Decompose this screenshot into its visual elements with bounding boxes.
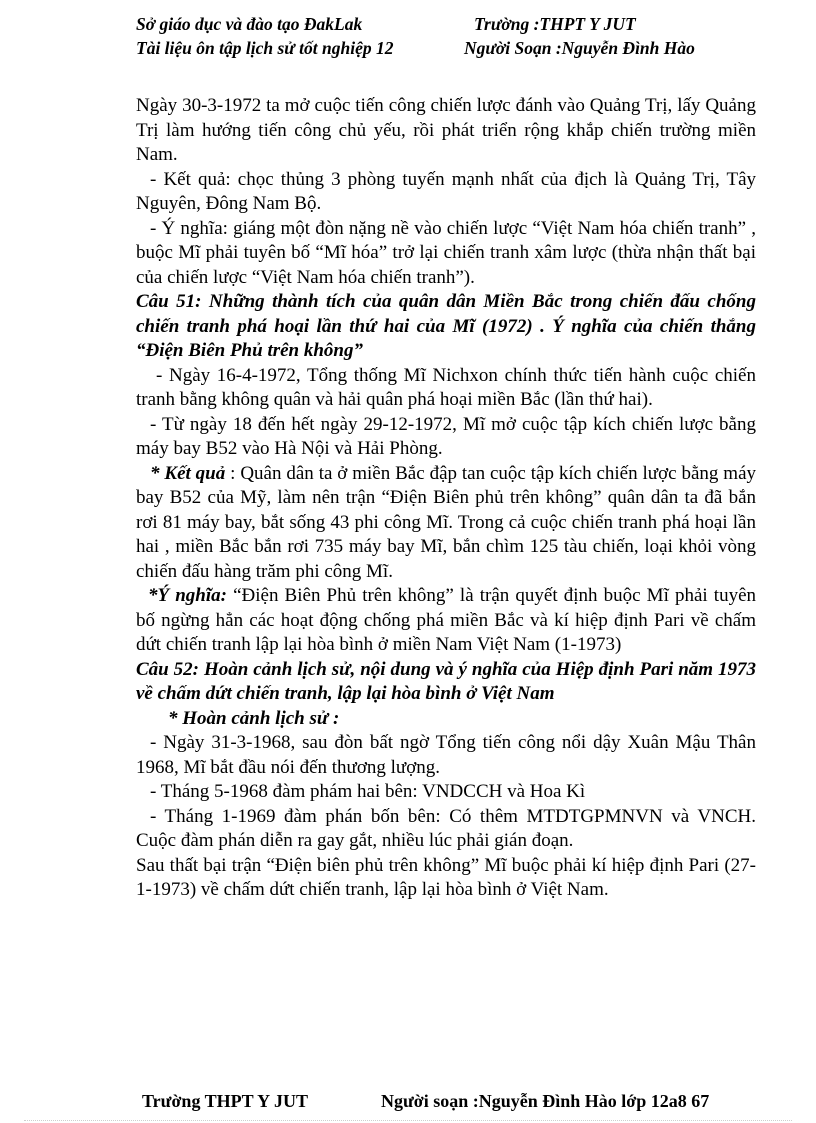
header-author: Người Soạn :Nguyễn Đình Hào [464,38,695,58]
paragraph-results-north [136,462,756,585]
header-document-title: Tài liệu ôn tập lịch sử tốt nghiệp 12 [136,38,394,58]
header-row-2 [136,36,776,60]
page-header [136,12,776,60]
question-52-heading: Câu 52: Hoàn cảnh lịch sử, nội dung và ý nghĩa của Hiệp định Pari năm 1973 về chấm dứt chiến tranh, lập lại hòa bình ở Việt Nam [136,658,756,704]
footer-divider [24,1120,792,1121]
header-row-1 [136,12,776,36]
question-51-heading: Câu 51: Những thành tích của quân dân Miền Bắc trong chiến đấu chống chiến tranh phá hoại lần thứ hai của Mĩ (1972) . Ý nghĩa của chiến thắng “Điện Biên Phủ trên không” [136,291,756,361]
paragraph-quang-tri-offensive: Ngày 30-3-1972 ta mở cuộc tiến công chiến lược đánh vào Quảng Trị, lấy Quảng Trị làm hướng tiến công chủ yếu, rồi phát triển rộng khắp chiến trường miền Nam. [136,95,756,165]
header-school: Trường :THPT Y JUT [474,14,636,34]
significance-label: *Ý nghĩa: [148,585,227,606]
results-label: * Kết quả [150,462,226,484]
document-body [136,94,756,903]
footer-school: Trường THPT Y JUT [142,1091,308,1111]
footer-author-page: Người soạn :Nguyễn Đình Hào lớp 12a8 67 [381,1091,710,1111]
page-footer [0,1091,816,1117]
paragraph-dien-bien-phu-significance [136,584,756,658]
paragraph-significance: - Ý nghĩa: giáng một đòn nặng nề vào chiến lược “Việt Nam hóa chiến tranh” , buộc Mĩ phải tuyên bố “Mĩ hóa” trở lại chiến tranh xâm lược (thừa nhận thất bại của chiến lược “Việt Nam hóa chiến tranh”). [136,217,756,288]
paragraph-result: - Kết quả: chọc thủng 3 phòng tuyến mạnh nhất của địch là Quảng Trị, Tây Nguyên, Đông Nam Bộ. [136,168,756,214]
results-text: : Quân dân ta ở miền Bắc đập tan cuộc tập kích chiến lược bằng máy bay B52 của Mỹ, làm nên trận “Điện Biên phủ trên không” quân dân ta đã bắn rơi 81 máy bay, bắt sống 43 phi công Mĩ. Trong cả cuộc chiến tranh phá hoại lần hai , miền Bắc bắn rơi 735 máy bay Mĩ, bắn chìm 125 tàu chiến, loại khỏi vòng chiến đấu hàng trăm phi công Mĩ. [136,462,757,582]
significance-text: “Điện Biên Phủ trên không” là trận quyết định buộc Mĩ phải tuyên bố ngừng hẳn các hoạt động chống phá miền Bắc và kí hiệp định Pari về chấm dứt chiến tranh lập lại hòa bình ở miền Nam Việt Nam (1-1973) [136,585,756,655]
paragraph-two-party-talks: - Tháng 5-1968 đàm phám hai bên: VNDCCH và Hoa Kì [150,781,586,802]
paragraph-paris-agreement: Sau thất bại trận “Điện biên phủ trên không” Mĩ buộc phải kí hiệp định Pari (27-1-1973) về chấm dứt chiến tranh, lập lại hòa bình ở Việt Nam. [136,854,756,900]
header-department: Sở giáo dục và đào tạo ĐakLak [136,14,363,34]
paragraph-b52-raid: - Từ ngày 18 đến hết ngày 29-12-1972, Mĩ mở cuộc tập kích chiến lược bằng máy bay B52 vào Hà Nội và Hải Phòng. [136,413,756,459]
subheading-historical-context: * Hoàn cảnh lịch sử : [168,707,340,729]
paragraph-nixon-war: - Ngày 16-4-1972, Tổng thống Mĩ Nichxon chính thức tiến hành cuộc chiến tranh bằng không quân và hải quân phá hoại miền Bắc (lần thứ hai). [136,364,756,410]
paragraph-negotiation-start: - Ngày 31-3-1968, sau đòn bất ngờ Tổng tiến công nổi dậy Xuân Mậu Thân 1968, Mĩ bắt đầu nói đến thương lượng. [136,732,756,778]
paragraph-four-party-talks: - Tháng 1-1969 đàm phán bốn bên: Có thêm MTDTGPMNVN và VNCH. Cuộc đàm phán diễn ra gay gắt, nhiều lúc phải gián đoạn. [136,805,756,851]
